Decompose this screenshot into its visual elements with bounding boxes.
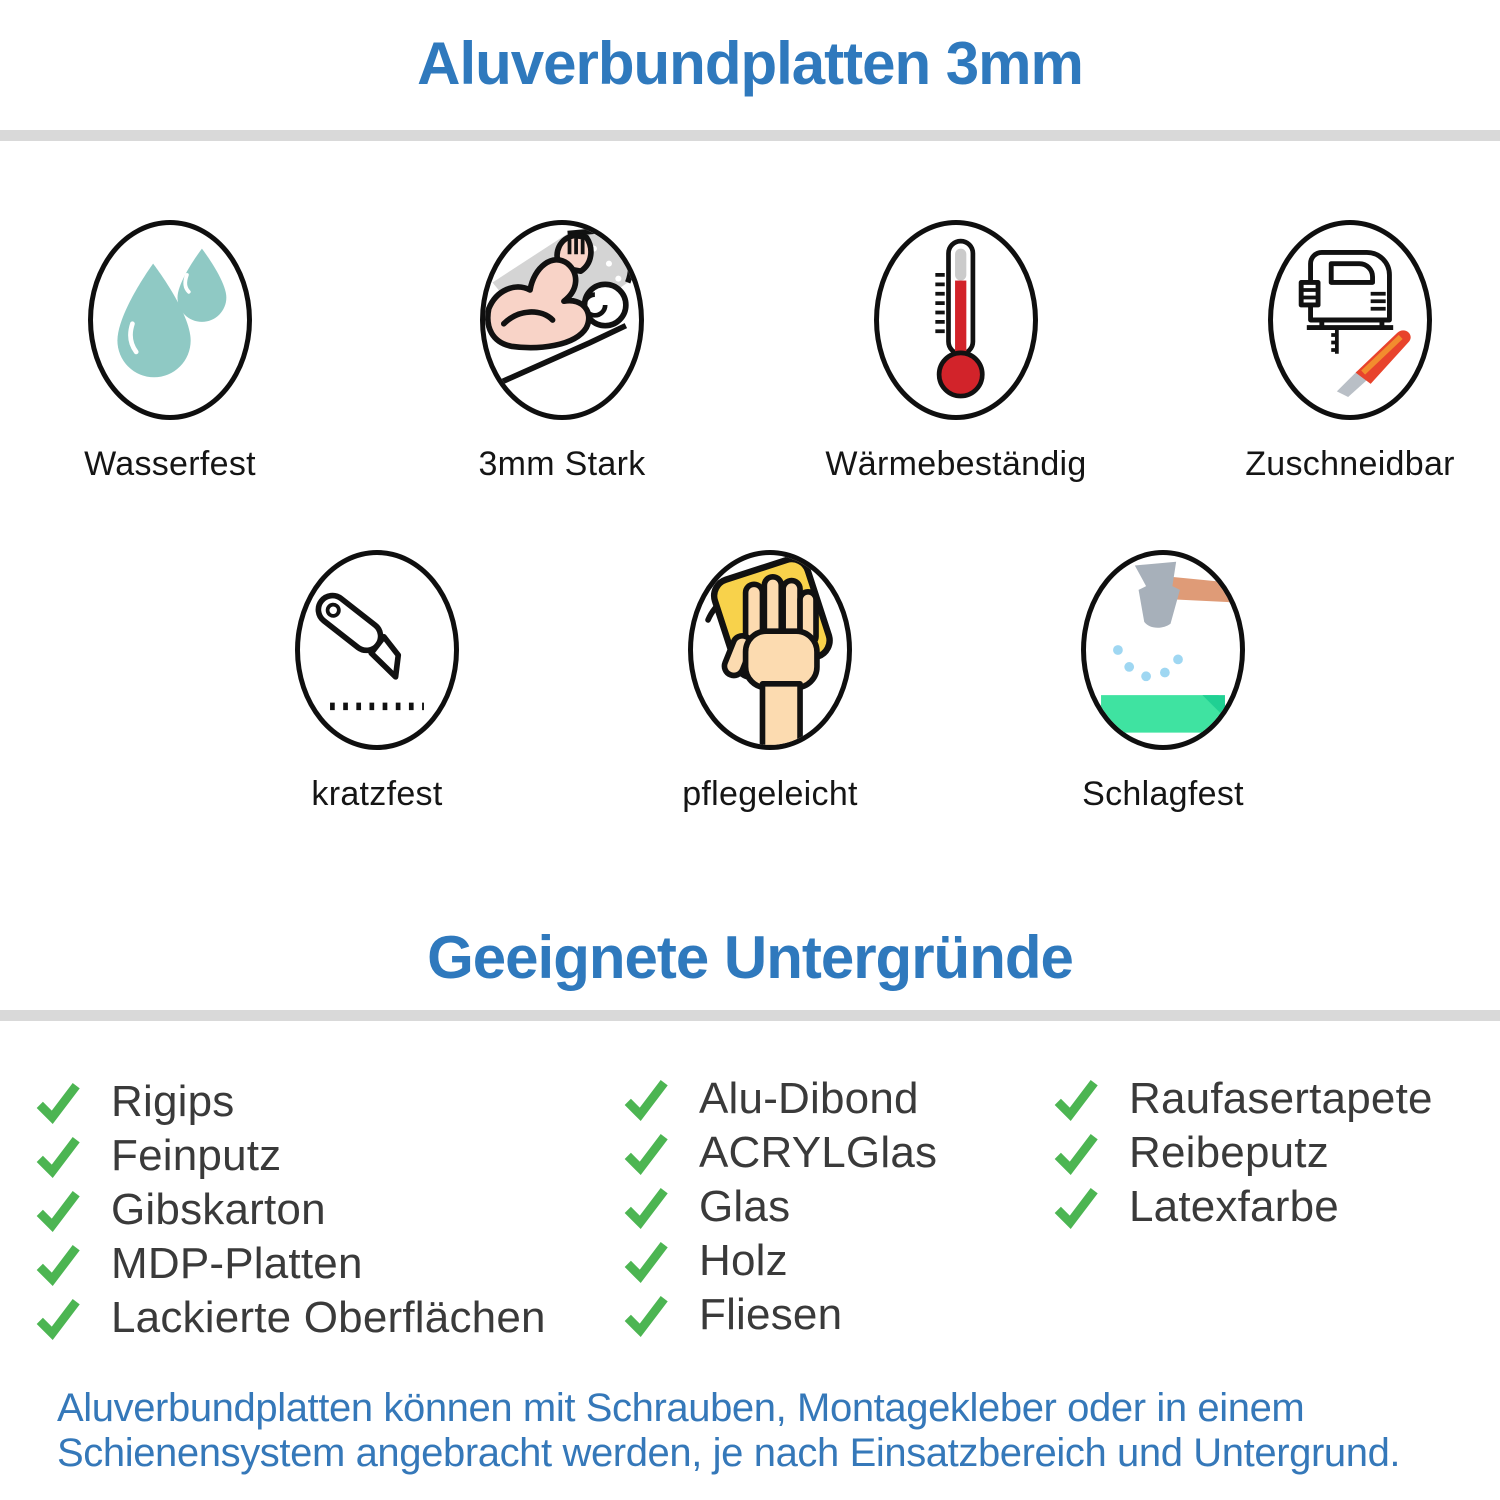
list-item [1053,1072,1433,1126]
feature-label: kratzfest [311,775,443,813]
list-item-label: Holz [699,1236,788,1285]
check-icon [35,1133,81,1179]
muscle-arm-panel-icon-frame [480,220,644,420]
page-title [0,30,1500,97]
feature-label: Wasserfest [84,445,256,483]
hammer-impact-icon-frame [1081,550,1245,750]
list-item-label: ACRYLGlas [699,1128,938,1177]
check-icon [1053,1184,1099,1230]
check-icon [623,1184,669,1230]
list-item-label: Reibeputz [1129,1128,1329,1177]
divider-bar [0,130,1500,141]
jigsaw-cutter-icon [1273,225,1427,415]
thermometer-icon [879,225,1033,415]
list-item [623,1126,937,1180]
divider-bar [0,1010,1500,1021]
check-icon [1053,1076,1099,1122]
list-item-label: Lackierte Oberflächen [111,1293,546,1342]
list-item [35,1183,546,1237]
check-icon [1053,1130,1099,1176]
jigsaw-cutter-icon-frame [1268,220,1432,420]
feature-label: pflegeleicht [682,775,858,813]
list-item-label: Rigips [111,1077,235,1126]
feature-scratchproof [207,550,547,813]
check-icon [35,1241,81,1287]
list-item [1053,1126,1433,1180]
list-item-label: Fliesen [699,1290,843,1339]
list-item [623,1288,937,1342]
check-icon [623,1238,669,1284]
list-item-label: Feinputz [111,1131,282,1180]
feature-label: Zuschneidbar [1245,445,1455,483]
list-item [35,1129,546,1183]
list-item-label: Glas [699,1182,791,1231]
substrate-column-1 [35,1075,546,1345]
water-drops-icon-frame [88,220,252,420]
list-item-label: Latexfarbe [1129,1182,1339,1231]
feature-waterproof [0,220,340,483]
list-item-label: Gibskarton [111,1185,326,1234]
list-item [1053,1180,1433,1234]
page-title-text: Aluverbundplatten 3mm [417,30,1083,97]
list-item-label: Alu-Dibond [699,1074,919,1123]
substrates-title [0,924,1500,991]
list-item [623,1234,937,1288]
check-icon [35,1187,81,1233]
thermometer-icon-frame [874,220,1038,420]
feature-row-1 [0,220,1500,500]
list-item [35,1075,546,1129]
mounting-note [57,1386,1487,1476]
mounting-note-line-2: Schienensystem angebracht werden, je nach Einsatzbereich und Untergrund. [57,1431,1401,1475]
feature-impact-resistant [993,550,1333,813]
feature-cuttable [1180,220,1500,483]
hand-cloth-icon [693,555,847,745]
water-drops-icon [93,225,247,415]
utility-knife-icon [300,555,454,745]
feature-easy-care [600,550,940,813]
feature-label: Schlagfest [1082,775,1244,813]
check-icon [623,1130,669,1176]
mounting-note-line-1: Aluverbundplatten können mit Schrauben, Montagekleber oder in einem [57,1386,1305,1430]
utility-knife-icon-frame [295,550,459,750]
feature-label: Wärmebeständig [825,445,1087,483]
substrates-title-text: Geeignete Untergründe [427,924,1073,991]
substrate-column-3 [1053,1072,1433,1234]
list-item [35,1291,546,1345]
check-icon [35,1079,81,1125]
feature-strength [392,220,732,483]
hammer-impact-icon [1086,555,1240,745]
substrate-column-2 [623,1072,937,1342]
list-item [623,1180,937,1234]
list-item-label: Raufasertapete [1129,1074,1433,1123]
feature-heat-resistant [786,220,1126,483]
hand-cloth-icon-frame [688,550,852,750]
muscle-arm-panel-icon [485,225,639,415]
check-icon [35,1295,81,1341]
list-item [623,1072,937,1126]
check-icon [623,1076,669,1122]
check-icon [623,1292,669,1338]
feature-row-2 [0,550,1500,830]
list-item [35,1237,546,1291]
feature-label: 3mm Stark [478,445,646,483]
list-item-label: MDP-Platten [111,1239,363,1288]
